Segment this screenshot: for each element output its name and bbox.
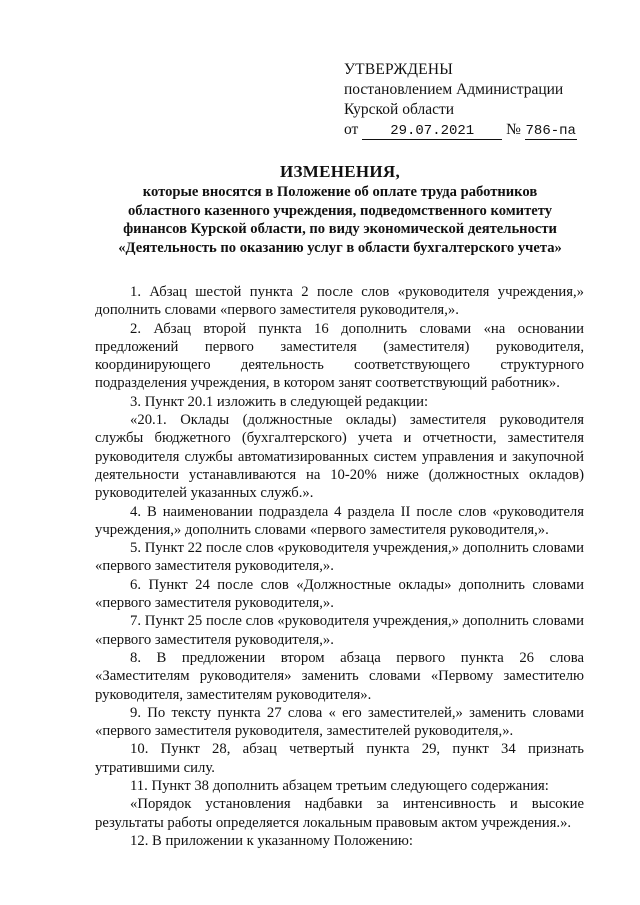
paragraph-12: 12. В приложении к указанному Положению:	[130, 832, 413, 849]
document-body	[95, 283, 584, 850]
subtitle-line: областного казенного учреждения, подведомственного комитету	[127, 202, 552, 219]
paragraph-5: 5. Пункт 22 после слов «руководителя учреждения,» дополнить словами «первого заместителя руководителя,».	[95, 540, 584, 575]
approval-stamp	[344, 60, 577, 140]
paragraph-11: 11. Пункт 38 дополнить абзацем третьим следующего содержания:	[130, 778, 549, 795]
approval-authority-line1: постановлением Администрации	[344, 81, 564, 98]
document-subtitle	[90, 183, 590, 257]
paragraph-8: 8. В предложении втором абзаца первого пункта 26 слова «Заместителям руководителя» заменить словами «Первому заместителю руководителя, заместителям руководителя».	[95, 649, 584, 703]
paragraph-7: 7. Пункт 25 после слов «руководителя учреждения,» дополнить словами «первого заместителя руководителя,».	[95, 613, 584, 648]
approval-from-label: от	[344, 121, 359, 138]
paragraph-1: 1. Абзац шестой пункта 2 после слов «руководителя учреждения,» дополнить словами «первого заместителя руководителя,».	[95, 284, 584, 319]
paragraph-3-quote: «20.1. Оклады (должностные оклады) заместителя руководителя службы бюджетного (бухгалтерского) учета и отчетности, заместителя руководителя службы автоматизированных систем управления и закупочной деятельности устанавливаются на 10-20% ниже (должностных окладов) руководителей указанных служб.».	[95, 412, 584, 502]
subtitle-line: которые вносятся в Положение об оплате труда работников	[142, 184, 538, 200]
approval-title: УТВЕРЖДЕНЫ	[344, 61, 453, 78]
paragraph-2: 2. Абзац второй пункта 16 дополнить словами «на основании предложений первого заместителя (заместителя) руководителя, координирующего деятельность соответствующего структурного подразделения учреждения, в котором занят соответствующий работник».	[95, 320, 584, 392]
approval-number-label: №	[506, 121, 521, 138]
paragraph-9: 9. По тексту пункта 27 слова « его заместителей,» заменить словами «первого заместителя руководителя, заместителей руководителя,».	[95, 704, 584, 740]
document-title: ИЗМЕНЕНИЯ,	[279, 162, 401, 181]
paragraph-6: 6. Пункт 24 после слов «Должностные оклады» дополнить словами «первого заместителя руководителя,».	[95, 576, 584, 612]
approval-date: 29.07.2021	[362, 124, 502, 140]
approval-number: 786-па	[525, 123, 576, 139]
paragraph-11-quote: «Порядок установления надбавки за интенсивность и высокие результаты работы определяется локальным правовым актом учреждения.».	[95, 796, 584, 831]
paragraph-10: 10. Пункт 28, абзац четвертый пункта 29, пункт 34 признать утратившими силу.	[95, 741, 584, 776]
approval-authority-line2: Курской области	[344, 101, 455, 118]
approval-date-line	[344, 120, 577, 140]
subtitle-line: «Деятельность по оказанию услуг в области бухгалтерского учета»	[118, 239, 562, 256]
paragraph-3: 3. Пункт 20.1 изложить в следующей редакции:	[130, 393, 429, 410]
paragraph-4: 4. В наименовании подраздела 4 раздела II после слов «руководителя учреждения,» дополнить словами «первого заместителя руководителя,».	[95, 503, 584, 538]
subtitle-line: финансов Курской области, по виду экономической деятельности	[123, 221, 557, 237]
